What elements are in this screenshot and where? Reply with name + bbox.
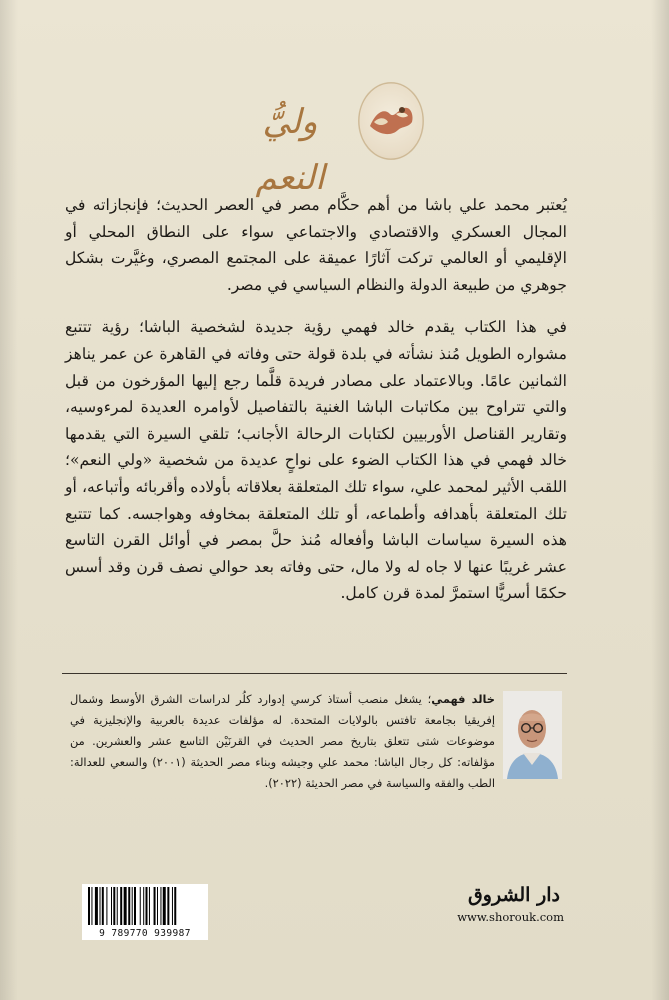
book-title: وليُّ النعم: [255, 102, 325, 198]
publisher-logo: دار الشروق: [468, 884, 560, 906]
publisher-url[interactable]: www.shorouk.com: [457, 910, 564, 924]
author-bio: [70, 689, 495, 794]
author-name: خالد فهمي: [431, 692, 495, 706]
isbn-barcode: [82, 884, 208, 940]
blurb-paragraph-2: في هذا الكتاب يقدم خالد فهمي رؤية جديدة لشخصية الباشا؛ رؤية تتتبع مشواره الطويل مُنذ نشأته في بلدة قولة حتى وفاته في القاهرة عن عمر يناهز الثمانين عامًا. وبالاعتماد على مصادر فريدة قلَّما رجع إليها المؤرخون من قبل والتي تتراوح بين مكاتبات الباشا الغنية بالتفاصيل لأوامره العديدة لمرءوسيه، وتقارير القناصل الأوربيين لكتابات الرحالة الأجانب؛ تلقي السيرة التي يقدمها خالد فهمي في هذا الكتاب الضوء على نواحٍ عديدة من شخصية «ولي النعم»؛ اللقب الأثير لمحمد علي، سواء تلك المتعلقة بعلاقاته بأولاده وأقربائه وأتباعه، أو تلك المتعلقة بأهدافه وأطماعه، أو تلك المتعلقة بمخاوفه وهواجسه. كما تتتبع هذه السيرة سياسات الباشا وأفعاله مُنذ حلَّ بمصر في أوائل القرن التاسع عشر غريبًا عنها لا جاه له ولا مال، حتى وفاته بعد حوالي نصف قرن وقد أسس حكمًا أسريًّا استمرَّ لمدة قرن كامل.: [65, 318, 567, 603]
author-bio-text: ؛ يشغل منصب أستاذ كرسي إدوارد كلُر لدراسات الشرق الأوسط وشمال إفريقيا بجامعة تافتس بالولايات المتحدة. له مؤلفات عديدة بالعربية والإنجليزية في موضوعات شتى تتعلق بتاريخ مصر الحديث في القرنَيْن التاسع عشر والعشرين. من مؤلفاته: كل رجال الباشا: محمد علي وجيشه وبناء مصر الحديثة (٢٠٠١) والسعي للعدالة: الطب والفقه والسياسة في مصر الحديثة (٢٠٢٢).: [70, 692, 495, 790]
painting-emblem-icon: [358, 82, 424, 160]
author-portrait-icon: [503, 691, 562, 779]
title-block: [0, 82, 669, 198]
section-divider: [62, 673, 567, 674]
barcode-bars-icon: [86, 887, 204, 927]
isbn-number: 9 789770 939987: [99, 928, 191, 939]
blurb-paragraph-1: يُعتبر محمد علي باشا من أهم حكَّام مصر في العصر الحديث؛ فإنجازاته في المجال العسكري والاقتصادي والاجتماعي سواء على النطاق المحلي أو الإقليمي أو العالمي تركت آثارًا عميقة على المجتمع المصري، وغيَّرت بشكل جوهري من طبيعة الدولة والنظام السياسي في مصر.: [65, 196, 567, 294]
blurb: [65, 192, 567, 623]
